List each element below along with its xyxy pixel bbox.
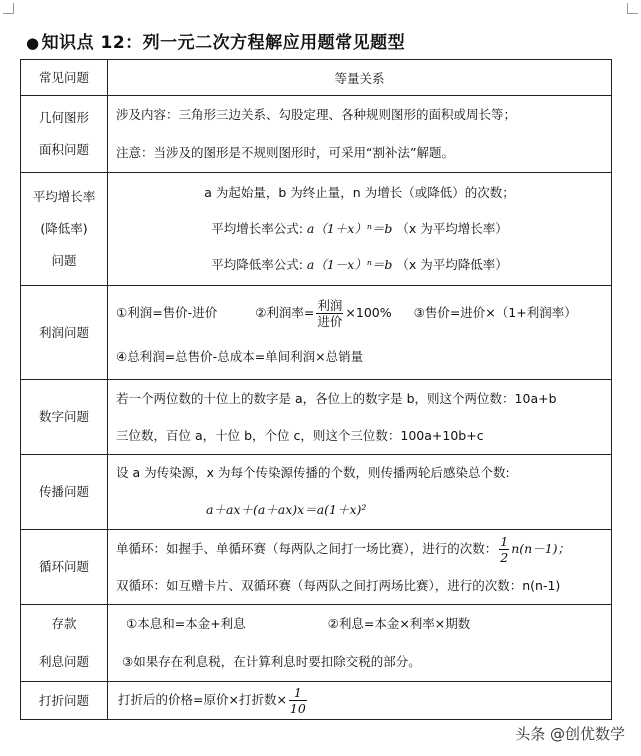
single-cycle-text: 单循环：如握手、单循环赛（每两队之间打一场比赛），进行的次数：	[116, 541, 498, 556]
category-label-line: 平均增长率	[32, 189, 96, 204]
fraction-denominator: 进价	[317, 313, 343, 329]
page-title-text: 知识点 12：列一元二次方程解应用题常见题型	[41, 33, 406, 53]
category-cell-discount: 打折问题	[21, 682, 108, 720]
fraction-numerator: 1	[289, 685, 307, 701]
table-row-cycle	[21, 530, 612, 605]
profit-rate-formula-suffix: ×100%	[345, 304, 392, 320]
relation-cell-digits	[108, 380, 612, 455]
profit-rate-fraction	[316, 298, 343, 329]
interest-formula: ②利息=本金×利率×期数	[327, 616, 471, 631]
relation-cell-discount	[108, 682, 612, 720]
decrease-formula: a（1－x）ⁿ＝b	[306, 257, 393, 272]
growth-variable-definitions: a 为起始量，b 为终止量，n 为增长（或降低）的次数；	[204, 185, 515, 200]
increase-formula: a（1＋x）ⁿ＝b	[306, 221, 393, 236]
table-header-row	[21, 60, 612, 96]
source-watermark: 头条 @创优数学	[515, 725, 625, 743]
relation-cell-deposit	[108, 605, 612, 682]
table-row-digits	[21, 380, 612, 455]
geometry-content-line: 涉及内容：三角形三边关系、勾股定理、各种规则图形的面积或周长等；	[116, 107, 517, 122]
table-row-deposit	[21, 605, 612, 682]
two-digit-number-line: 若一个两位数的十位上的数字是 a，各位上的数字是 b，则这个两位数：10a+b	[116, 391, 557, 406]
table-row-profit	[21, 286, 612, 380]
geometry-note-line: 注意：当涉及的图形是不规则图形时，可采用“割补法”解题。	[116, 145, 454, 160]
discount-formula-text: 打折后的价格=原价×打折数×	[118, 692, 287, 707]
table-row-discount	[21, 682, 612, 720]
page-title	[26, 28, 405, 53]
increase-formula-label: 平均增长率公式:	[211, 221, 303, 236]
double-cycle-line: 双循环：如互赠卡片、双循环赛（每两队之间打两场比赛），进行的次数：n(n-1)	[116, 578, 561, 593]
interest-tax-note: ③如果存在利息税，在计算利息时要扣除交税的部分。	[122, 654, 421, 669]
category-label-line: (降低率)	[40, 221, 88, 236]
relation-cell-growth-rate	[108, 173, 612, 286]
fraction-denominator: 10	[289, 701, 306, 716]
principal-interest-formula: ①本息和=本金+利息	[126, 616, 246, 631]
profit-formula: ①利润=售价-进价	[116, 304, 218, 320]
profit-formulas-line	[116, 289, 603, 337]
relation-cell-spread	[108, 455, 612, 530]
spread-formula: a＋ax＋(a＋ax)x＝a(1＋x)²	[206, 502, 367, 517]
category-cell-digits: 数字问题	[21, 380, 108, 455]
growth-decrease-formula-line	[116, 247, 603, 283]
equation-types-table	[20, 59, 612, 720]
one-tenth-fraction	[289, 685, 307, 716]
spread-description-line: 设 a 为传染源，x 为每个传染源传播的个数，则传播两轮后感染总个数:	[116, 465, 510, 480]
category-label-line: 利息问题	[38, 654, 89, 669]
page-corner-mark-left	[3, 3, 14, 14]
fraction-numerator: 1	[500, 534, 509, 549]
profit-rate-formula-prefix: ②利润率=	[255, 304, 315, 320]
relation-cell-cycle	[108, 530, 612, 605]
table-row-geometry	[21, 96, 612, 173]
category-label-line: 几何图形	[38, 110, 89, 125]
decrease-formula-label: 平均降低率公式:	[211, 257, 303, 272]
category-cell-deposit	[21, 605, 108, 682]
fraction-denominator: 2	[500, 550, 509, 565]
total-profit-formula: ④总利润=总售价-总成本=单间利润×总销量	[116, 348, 364, 364]
category-label-line: 面积问题	[38, 142, 89, 157]
table-row-growth-rate	[21, 173, 612, 286]
growth-increase-formula-line	[116, 211, 603, 247]
relation-cell-profit	[108, 286, 612, 380]
single-cycle-line	[116, 530, 603, 567]
category-cell-growth-rate	[21, 173, 108, 286]
relation-cell-geometry	[108, 96, 612, 173]
one-half-fraction	[499, 534, 509, 565]
category-label-line: 存款	[51, 616, 77, 631]
category-label-line: 问题	[51, 253, 77, 268]
page-corner-mark-right	[627, 3, 638, 14]
bullet-icon: ●	[26, 34, 40, 52]
three-digit-number-line: 三位数，百位 a，十位 b，个位 c，则这个三位数：100a+10b+c	[116, 428, 484, 443]
table-row-spread	[21, 455, 612, 530]
category-cell-spread: 传播问题	[21, 455, 108, 530]
single-cycle-expression: n(n－1)；	[511, 541, 571, 556]
decrease-formula-note: （x 为平均降低率）	[396, 257, 508, 272]
header-cell-relation: 等量关系	[108, 60, 612, 96]
discount-formula-line	[116, 685, 603, 716]
selling-price-formula: ③售价=进价×（1+利润率）	[413, 304, 577, 320]
category-cell-profit: 利润问题	[21, 286, 108, 380]
header-cell-type: 常见问题	[21, 60, 108, 96]
deposit-formulas-line	[116, 605, 603, 643]
increase-formula-note: （x 为平均增长率）	[396, 221, 508, 236]
category-cell-cycle: 循环问题	[21, 530, 108, 605]
fraction-numerator: 利润	[317, 297, 343, 313]
category-cell-geometry	[21, 96, 108, 173]
